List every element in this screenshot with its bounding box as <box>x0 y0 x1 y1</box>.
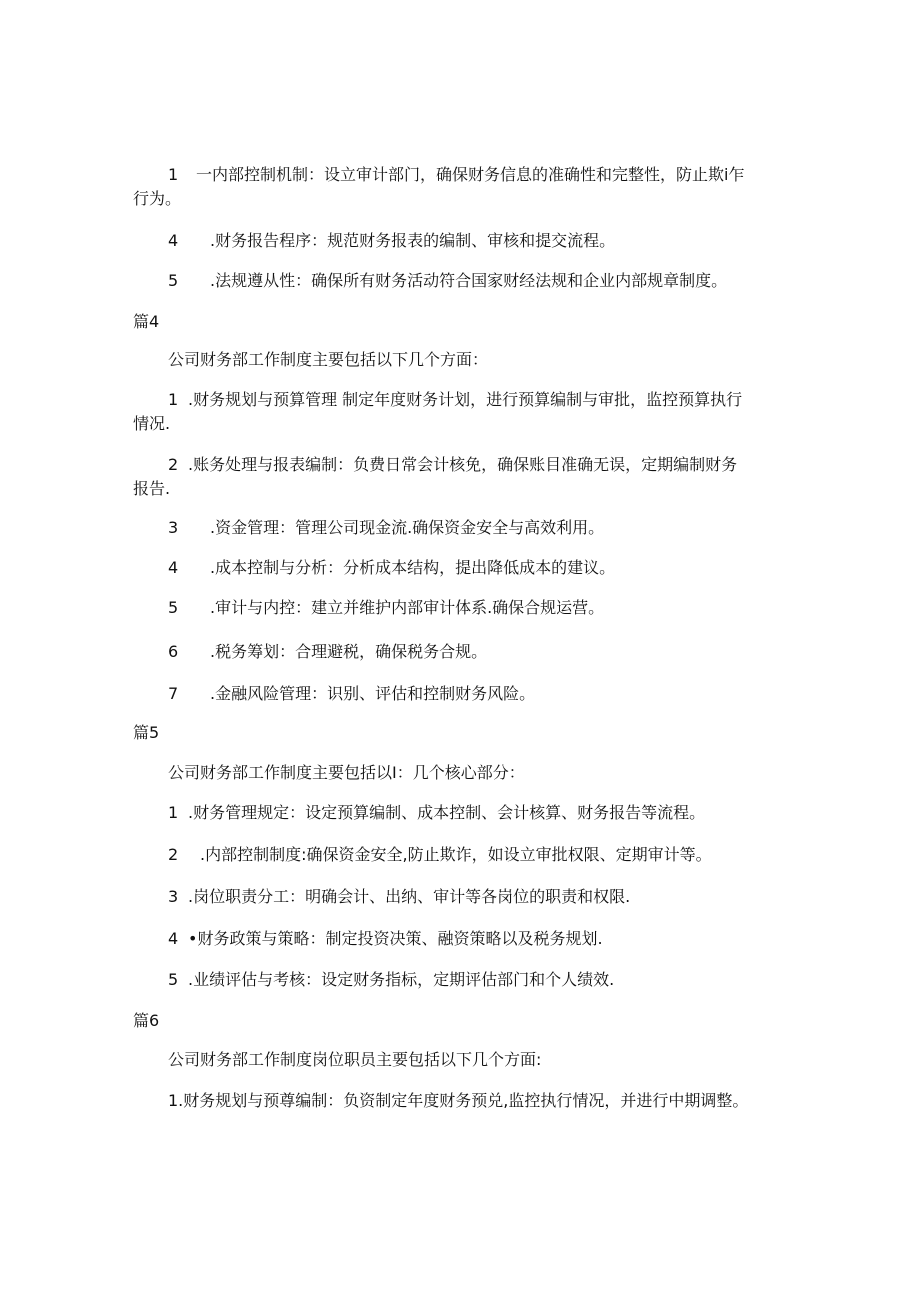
list-item <box>168 1091 748 1111</box>
list-item <box>168 642 487 662</box>
list-number: 3 <box>168 887 179 906</box>
list-number: 7 <box>168 684 179 703</box>
list-item <box>168 271 727 291</box>
list-number: 1 <box>168 803 179 822</box>
list-text: .财务报告程序：规范财务报表的编制、审核和提交流程。 <box>210 231 616 250</box>
list-item-continuation: 情况. <box>133 414 171 433</box>
list-item <box>168 390 742 410</box>
list-number: 3 <box>168 518 179 537</box>
list-text: .审计与内控：建立并维护内部审计体系.确保合规运营。 <box>210 598 605 617</box>
list-number: 1 <box>168 165 179 184</box>
list-text: .内部控制制度:确保资金安全,防止欺诈，如设立审批权限、定期审计等。 <box>200 845 712 864</box>
list-item <box>168 455 737 475</box>
list-item-continuation: 报告. <box>133 479 171 498</box>
list-number: 5 <box>168 271 179 290</box>
list-text: .资金管理：管理公司现金流.确保资金安全与高效利用。 <box>210 518 605 537</box>
list-item <box>168 598 604 618</box>
list-item <box>168 803 705 823</box>
list-number: 5 <box>168 970 179 989</box>
list-text: 1.财务规划与预尊编制：负资制定年度财务预兑,监控执行情况，并进行中期调整。 <box>168 1091 749 1110</box>
list-text: .税务筹划：合理避税，确保税务合规。 <box>210 642 488 661</box>
list-item <box>168 929 603 949</box>
list-number: 6 <box>168 642 179 661</box>
section-intro: 公司财务部工作制度主要包括以I：几个核心部分： <box>168 763 525 782</box>
list-number: 4 <box>168 929 179 948</box>
list-item <box>168 518 604 538</box>
list-text: .成本控制与分析：分析成本结构，提出降低成本的建议。 <box>210 558 616 577</box>
section-heading: 篇5 <box>133 723 160 742</box>
list-text: .岗位职责分工：明确会计、出纳、审计等各岗位的职责和权限. <box>188 887 631 906</box>
section-heading: 篇6 <box>133 1011 160 1030</box>
list-item <box>168 845 712 865</box>
list-item-continuation: 行为。 <box>133 189 182 208</box>
list-text: .财务管理规定：设定预算编制、成本控制、会计核算、财务报告等流程。 <box>188 803 706 822</box>
list-text: .账务处理与报表编制：负费日常会计核免，确保账目准确无误，定期编制财务 <box>188 455 738 474</box>
list-number: 1 <box>168 390 179 409</box>
list-item <box>168 231 615 251</box>
list-item <box>168 165 744 185</box>
section-intro: 公司财务部工作制度岗位职员主要包括以下几个方面: <box>168 1050 542 1069</box>
list-text: 一内部控制机制：设立审计部门，确保财务信息的准确性和完整性，防止欺i乍 <box>196 165 745 184</box>
section-heading: 篇4 <box>133 312 160 331</box>
list-item <box>168 684 535 704</box>
list-text: .业绩评估与考核：设定财务指标，定期评估部门和个人绩效. <box>188 970 615 989</box>
list-item <box>168 887 630 907</box>
list-number: 4 <box>168 231 179 250</box>
list-number: 2 <box>168 845 179 864</box>
list-number: 5 <box>168 598 179 617</box>
list-number: 2 <box>168 455 179 474</box>
section-intro: 公司财务部工作制度主要包括以下几个方面： <box>168 350 489 369</box>
list-item <box>168 970 614 990</box>
list-text: .金融风险管理：识别、评估和控制财务风险。 <box>210 684 536 703</box>
list-item <box>168 558 615 578</box>
list-number: 4 <box>168 558 179 577</box>
list-text: •财务政策与策略：制定投资决策、融资策略以及税务规划. <box>188 929 603 948</box>
list-text: .财务规划与预算管理 制定年度财务计划，进行预算编制与审批，监控预算执行 <box>188 390 743 409</box>
list-text: .法规遵从性：确保所有财务活动符合国家财经法规和企业内部规章制度。 <box>210 271 728 290</box>
